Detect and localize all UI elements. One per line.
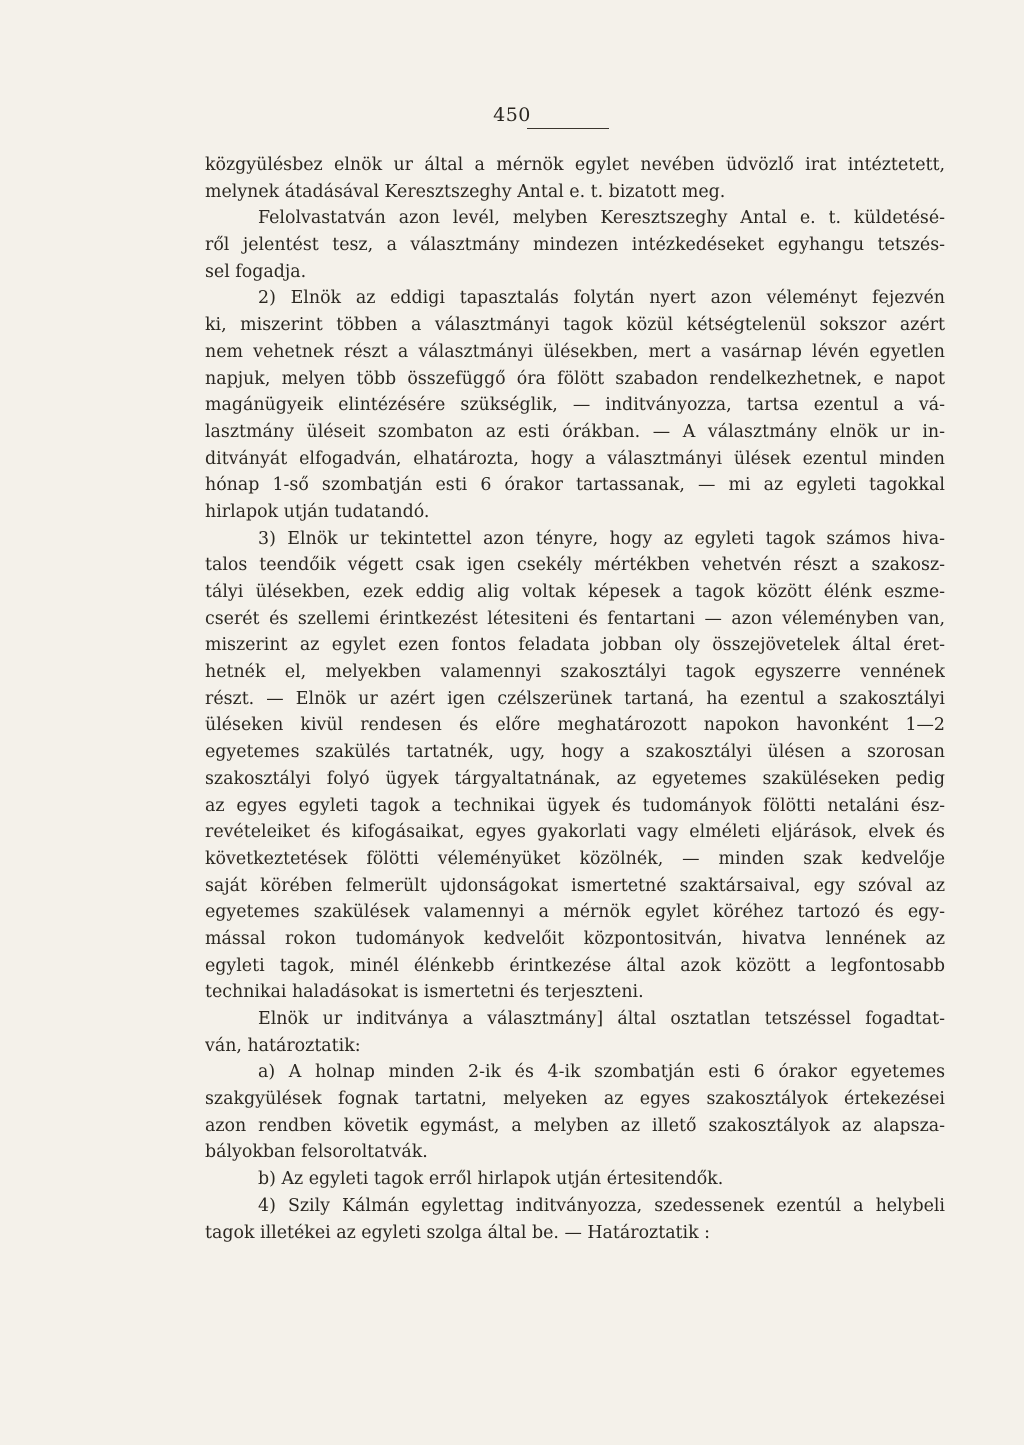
text-line: b) Az egyleti tagok erről hirlapok utján értesitendők. [258,1169,724,1190]
text-line: talos teendőik végett csak igen csekély mértékben vehetvén részt a szakosz- [205,555,945,576]
text-line: melynek átadásával Keresztszeghy Antal e. t. bizatott meg. [205,181,726,202]
page-number-rule [527,128,609,129]
text-line: következtetések fölötti véleményüket közölnék, — minden szak kedvelője [205,848,945,869]
text-line: közgyülésbez elnök ur által a mérnök egylet nevében üdvözlő irat intéztetett, [205,155,945,175]
text-line: hirlapok utján tudatandó. [205,501,430,522]
text-line: üléseken kivül rendesen és előre meghatározott napokon havonként 1—2 [205,715,945,736]
text-line: Felolvastatván azon levél, melyben Keresztszeghy Antal e. t. küldetésé- [258,208,945,229]
text-line: egyleti tagok, minél élénkebb érintkezése által azok között a legfontosabb [205,955,945,976]
text-line: technikai haladásokat is ismertetni és terjeszteni. [205,982,644,1003]
text-line: sel fogadja. [205,261,307,282]
text-line: napjuk, melyen több összefüggő óra fölött szabadon rendelkezhetnek, e napot [205,368,945,389]
text-line: ditványát elfogadván, elhatározta, hogy a választmányi ülések ezentul minden [205,448,945,469]
text-line: mással rokon tudományok kedvelőit központositván, hivatva lennének az [205,928,945,949]
text-line: az egyes egyleti tagok a technikai ügyek és tudományok fölötti netaláni ész- [205,795,945,816]
text-line: 4) Szily Kálmán egylettag inditványozza, szedessenek ezentúl a helybeli [258,1195,945,1216]
text-line: hónap 1-ső szombatján esti 6 órakor tartassanak, — mi az egyleti tagokkal [205,475,945,496]
text-line: ki, miszerint többen a választmányi tagok közül kétségtelenül sokszor azért [205,315,945,336]
text-line: ről jelentést tesz, a választmány mindezen intézkedéseket egyhangu tetszés- [205,235,945,256]
text-line: lasztmány üléseit szombaton az esti órákban. — A választmány elnök ur in- [205,421,945,442]
text-line: revételeiket és kifogásaikat, egyes gyakorlati vagy elméleti eljárások, elvek és [205,822,945,843]
text-line: egyetemes szakülés tartatnék, ugy, hogy a szakosztályi ülésen a szorosan [205,742,945,763]
text-line: szakgyülések fognak tartatni, melyeken az egyes szakosztályok értekezései [205,1089,945,1110]
text-line: miszerint az egylet ezen fontos feladata jobban oly összejövetelek által éret- [205,635,945,656]
body-text [205,152,945,1246]
page-number: 450 [493,104,531,126]
text-line: cserét és szellemi érintkezést létesiteni és fentartani — azon véleményben van, [205,608,945,629]
text-line: a) A holnap minden 2-ik és 4-ik szombatján esti 6 órakor egyetemes [258,1062,945,1083]
text-line: egyetemes szakülések valamennyi a mérnök egylet köréhez tartozó és egy- [205,902,945,923]
text-line: 3) Elnök ur tekintettel azon tényre, hogy az egyleti tagok számos hiva- [258,528,945,549]
text-line: magánügyeik elintézésére szükséglik, — inditványozza, tartsa ezentul a vá- [205,395,945,416]
text-line: részt. — Elnök ur azért igen czélszerünek tartaná, ha ezentul a szakosztályi [205,688,945,709]
text-line: tagok illetékei az egyleti szolga által be. — Határoztatik : [205,1222,711,1243]
text-line: szakosztályi folyó ügyek tárgyaltatnának, az egyetemes szaküléseken pedig [205,768,945,789]
text-line: azon rendben követik egymást, a melyben az illető szakosztályok az alapsza- [205,1115,945,1136]
text-line: ván, határoztatik: [205,1035,361,1056]
text-line: hetnék el, melyekben valamennyi szakosztályi tagok egyszerre vennének [205,662,945,683]
text-line: Elnök ur inditványa a választmány] által osztatlan tetszéssel fogadtat- [258,1009,945,1029]
text-line: 2) Elnök az eddigi tapasztalás folytán nyert azon véleményt fejezvén [258,288,945,309]
text-line: tályi ülésekben, ezek eddig alig voltak képesek a tagok között élénk eszme- [205,582,945,602]
text-line: nem vehetnek részt a választmányi ülésekben, mert a vasárnap lévén egyetlen [205,341,945,362]
text-line: bályokban felsoroltatvák. [205,1142,428,1163]
text-line: saját körében felmerült ujdonságokat ismertetné szaktársaival, egy szóval az [205,875,945,896]
